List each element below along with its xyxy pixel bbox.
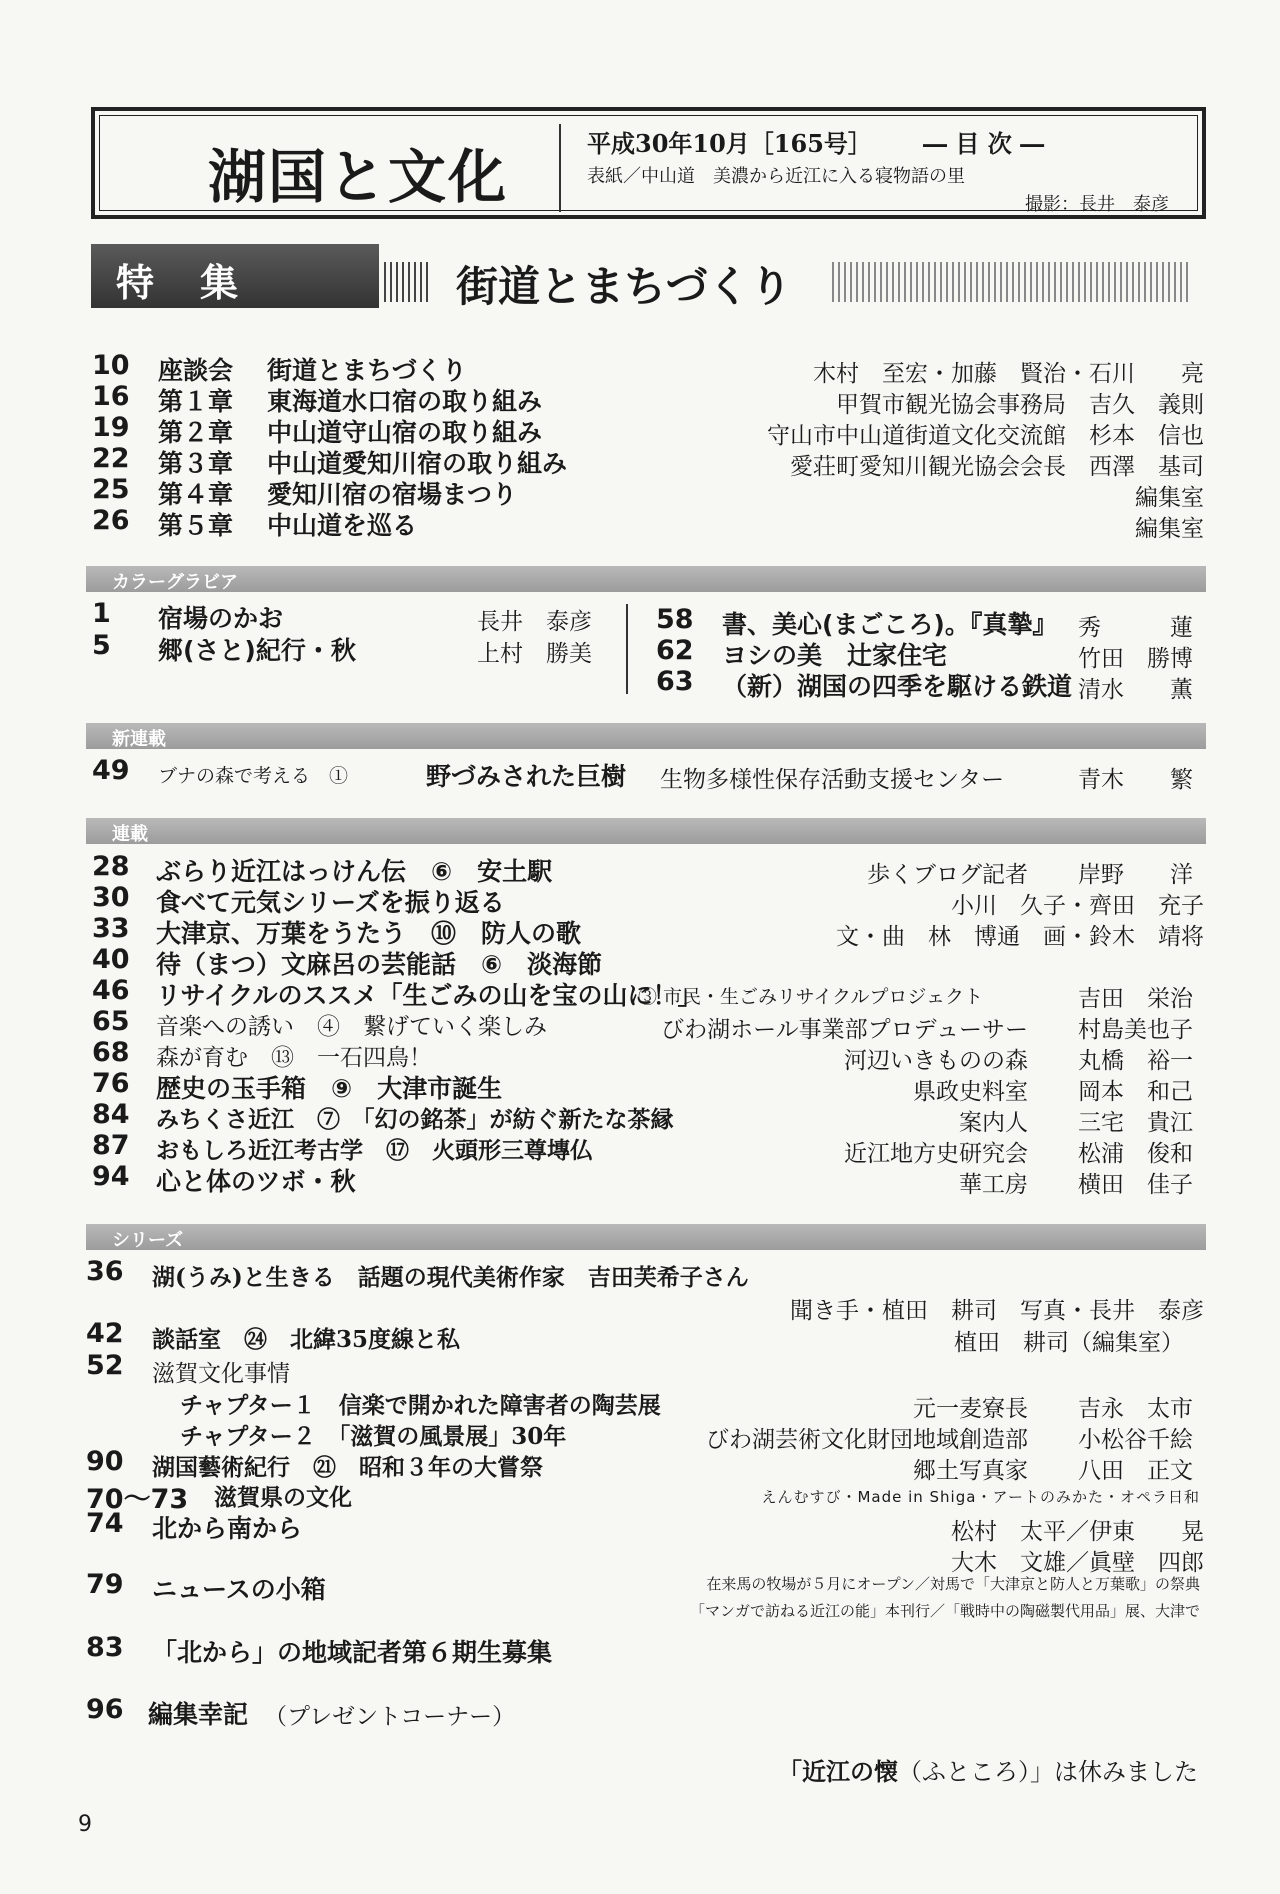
series-page-84: 84	[92, 1099, 130, 1130]
header-inner-border	[99, 115, 1198, 215]
series-page-87: 87	[92, 1130, 130, 1161]
series-title-33[interactable]: 大津京、万葉をうたう ⑩ 防人の歌	[156, 919, 582, 948]
shiriizu-author-74b: 大木 文雄／眞壁 四郎	[951, 1550, 1204, 1576]
section-bar-series	[86, 818, 1206, 844]
feature-page-25: 25	[92, 474, 130, 505]
feature-hatch-right	[832, 262, 1188, 302]
gravure-page-5: 5	[92, 630, 111, 661]
series-title-65[interactable]: 音楽への誘い ④ 繋げていく楽しみ	[156, 1014, 547, 1040]
gravure-page-63: 63	[656, 666, 694, 697]
series-org-46: ③ 市民・生ごみリサイクルプロジェクト	[638, 986, 984, 1008]
feature-page-26: 26	[92, 505, 130, 536]
shiriizu-org-90: 郷土写真家	[913, 1458, 1028, 1484]
series-author-46: 吉田 栄治	[1078, 986, 1193, 1012]
feature-author-2: 守山市中山道街道文化交流館 杉本 信也	[767, 423, 1204, 449]
shiriizu-page-52: 52	[86, 1350, 124, 1381]
new-series-name: ブナの森で考える ①	[158, 765, 349, 787]
new-series-page-49: 49	[92, 755, 130, 786]
gravure-title-62[interactable]: ヨシの美 辻家住宅	[722, 641, 948, 670]
shiriizu-chapter-1-author: 吉永 太市	[1078, 1396, 1193, 1422]
shiriizu-title-70[interactable]: 滋賀県の文化	[214, 1485, 352, 1511]
series-author-28: 岸野 洋	[1078, 862, 1193, 888]
series-title-40[interactable]: 待（まつ）文麻呂の芸能話 ⑥ 淡海節	[156, 950, 603, 979]
series-title-76[interactable]: 歴史の玉手箱 ⑨ 大津市誕生	[156, 1074, 503, 1103]
feature-title-2[interactable]: 中山道守山宿の取り組み	[267, 418, 543, 447]
feature-chapter-5: 第５章	[158, 511, 234, 540]
series-title-30[interactable]: 食べて元気シリーズを振り返る	[156, 888, 505, 917]
series-author-30: 小川 久子・齊田 充子	[951, 893, 1204, 919]
feature-page-10: 10	[92, 350, 130, 381]
feature-chapter-4: 第４章	[158, 480, 234, 509]
gravure-author-1: 長井 泰彦	[477, 609, 592, 635]
shiriizu-page-42: 42	[86, 1318, 124, 1349]
shiriizu-note-70: えんむすび・Made in Shiga・アートのみかた・オペラ日和	[761, 1488, 1200, 1506]
feature-title-5[interactable]: 中山道を巡る	[267, 511, 418, 540]
feature-hatch-left	[384, 262, 432, 302]
shiriizu-author-90: 八田 正文	[1078, 1458, 1193, 1484]
feature-title: 街道とまちづくり	[456, 262, 792, 311]
series-page-94: 94	[92, 1161, 130, 1192]
shiriizu-title-83[interactable]: 「北から」の地域記者第６期生募集	[152, 1638, 553, 1667]
series-page-40: 40	[92, 944, 130, 975]
section-label-series: 連載	[112, 824, 148, 845]
series-org-65: びわ湖ホール事業部プロデューサー	[661, 1017, 1028, 1043]
page-number: 9	[78, 1812, 92, 1837]
shiriizu-chapter-2-org: びわ湖芸術文化財団地域創造部	[706, 1427, 1028, 1453]
series-org-33: 文・曲 林 博通 画・鈴木 靖将	[836, 924, 1204, 950]
gravure-author-63: 清水 薫	[1078, 677, 1193, 703]
feature-title-4[interactable]: 愛知川宿の宿場まつり	[267, 480, 518, 509]
gravure-title-1[interactable]: 宿場のかお	[158, 604, 284, 633]
shiriizu-title-96[interactable]: 編集幸記	[148, 1700, 249, 1729]
series-title-68[interactable]: 森が育む ⑬ 一石四鳥！	[156, 1045, 432, 1071]
shiriizu-note-79b: 「マンガで訪ねる近江の能」本刊行／「戦時中の陶磁製代用品」展、大津で	[689, 1602, 1200, 1620]
feature-title-1[interactable]: 東海道水口宿の取り組み	[267, 387, 543, 416]
shiriizu-page-83: 83	[86, 1632, 124, 1663]
shiriizu-credit-42: 植田 耕司（編集室）	[954, 1330, 1184, 1356]
series-page-65: 65	[92, 1006, 130, 1037]
shiriizu-page-70: 70～73	[86, 1484, 189, 1515]
series-org-94: 華工房	[959, 1172, 1028, 1198]
shiriizu-page-36: 36	[86, 1256, 124, 1287]
feature-chapter-2: 第２章	[158, 418, 234, 447]
series-author-68: 丸橋 裕一	[1078, 1048, 1193, 1074]
shiriizu-page-96: 96	[86, 1694, 124, 1725]
shiriizu-title-79[interactable]: ニュースの小箱	[152, 1575, 326, 1604]
contents-label: ― 目 次 ―	[923, 129, 1045, 158]
shiriizu-credit-36: 聞き手・植田 耕司 写真・長井 泰彦	[790, 1298, 1204, 1324]
shiriizu-page-74: 74	[86, 1508, 124, 1539]
gravure-title-58[interactable]: 書、美心(まごころ)。『真摯』	[722, 610, 1058, 639]
feature-title-0[interactable]: 街道とまちづくり	[267, 356, 467, 385]
feature-page-22: 22	[92, 443, 130, 474]
series-org-28: 歩くブログ記者	[867, 862, 1028, 888]
shiriizu-title-36[interactable]: 湖(うみ)と生きる 話題の現代美術作家 吉田芙希子さん	[152, 1264, 749, 1291]
series-org-84: 案内人	[959, 1110, 1028, 1136]
shiriizu-page-90: 90	[86, 1446, 124, 1477]
series-title-87[interactable]: おもしろ近江考古学 ⑰ 火頭形三尊塼仏	[156, 1137, 593, 1164]
shiriizu-note-79a: 在来馬の牧場が５月にオープン／対馬で「大津京と防人と万葉歌」の祭典	[706, 1575, 1200, 1593]
gravure-author-5: 上村 勝美	[477, 641, 592, 667]
header-divider	[559, 124, 561, 212]
gravure-title-63[interactable]: （新）湖国の四季を駆ける鉄道	[722, 672, 1073, 701]
series-title-46[interactable]: リサイクルのススメ「生ごみの山を宝の山に！」	[156, 981, 703, 1010]
gravure-title-5[interactable]: 郷(さと)紀行・秋	[158, 636, 356, 665]
photographer-credit: 撮影：長井 泰彦	[1025, 194, 1169, 215]
feature-author-4: 編集室	[1135, 485, 1204, 511]
gravure-page-62: 62	[656, 635, 694, 666]
series-page-28: 28	[92, 851, 130, 882]
series-title-28[interactable]: ぶらり近江はっけん伝 ⑥ 安土駅	[156, 857, 553, 886]
series-author-87: 松浦 俊和	[1078, 1141, 1193, 1167]
shiriizu-title-74[interactable]: 北から南から	[152, 1514, 303, 1543]
series-page-33: 33	[92, 913, 130, 944]
footer-note-title: 「近江の懐	[778, 1757, 898, 1786]
series-author-65: 村島美也子	[1078, 1017, 1193, 1043]
series-page-30: 30	[92, 882, 130, 913]
footer-note-rest: （ふところ）」は休みました	[898, 1758, 1198, 1786]
new-series-title[interactable]: 野づみされた巨樹	[426, 762, 627, 791]
feature-author-5: 編集室	[1135, 516, 1204, 542]
new-series-org: 生物多様性保存活動支援センター	[660, 767, 1005, 793]
footer-note	[778, 1752, 1198, 1787]
series-author-94: 横田 佳子	[1078, 1172, 1193, 1198]
series-title-94[interactable]: 心と体のツボ・秋	[156, 1167, 356, 1196]
feature-label: 特 集	[116, 260, 243, 305]
section-bar-new-series	[86, 723, 1206, 749]
shiriizu-author-74a: 松村 太平／伊東 晃	[951, 1519, 1204, 1545]
shiriizu-sub-96: （プレゼントコーナー）	[264, 1704, 516, 1730]
magazine-title: 湖国と文化	[208, 143, 509, 211]
feature-title-3[interactable]: 中山道愛知川宿の取り組み	[267, 449, 568, 478]
cover-caption: 表紙／中山道 美濃から近江に入る寝物語の里	[587, 166, 965, 187]
series-page-76: 76	[92, 1068, 130, 1099]
feature-author-3: 愛荘町愛知川観光協会会長 西澤 基司	[790, 454, 1204, 480]
gravure-page-58: 58	[656, 604, 694, 635]
shiriizu-chapter-2-author: 小松谷千絵	[1078, 1427, 1193, 1453]
series-page-68: 68	[92, 1037, 130, 1068]
shiriizu-title-42[interactable]: 談話室 ㉔ 北緯35度線と私	[152, 1326, 461, 1353]
shiriizu-title-52[interactable]: 滋賀文化事情	[152, 1361, 290, 1387]
gravure-column-divider	[626, 604, 628, 694]
series-org-76: 県政史料室	[913, 1079, 1028, 1105]
section-bar-color-gravure	[86, 566, 1206, 592]
series-author-76: 岡本 和己	[1078, 1079, 1193, 1105]
series-org-87: 近江地方史研究会	[844, 1141, 1028, 1167]
section-bar-shiriizu	[86, 1224, 1206, 1250]
feature-author-1: 甲賀市観光協会事務局 吉久 義則	[836, 392, 1204, 418]
gravure-author-58: 秀 蓮	[1078, 615, 1193, 641]
feature-chapter-3: 第３章	[158, 449, 234, 478]
shiriizu-chapter-1[interactable]: チャプター１ 信楽で開かれた障害者の陶芸展	[180, 1392, 661, 1419]
feature-page-16: 16	[92, 381, 130, 412]
feature-author-0: 木村 至宏・加藤 賢治・石川 亮	[813, 361, 1204, 387]
section-label-color-gravure: カラーグラビア	[112, 572, 238, 593]
gravure-page-1: 1	[92, 598, 111, 629]
section-label-new-series: 新連載	[112, 729, 166, 750]
shiriizu-chapter-2[interactable]: チャプター２ 「滋賀の風景展」30年	[180, 1423, 567, 1450]
series-title-84[interactable]: みちくさ近江 ⑦ 「幻の銘茶」が紡ぐ新たな茶縁	[156, 1106, 674, 1133]
header-box	[91, 107, 1206, 219]
series-author-84: 三宅 貴江	[1078, 1110, 1193, 1136]
shiriizu-page-79: 79	[86, 1569, 124, 1600]
feature-chapter-1: 第１章	[158, 387, 234, 416]
issue-label: 平成30年10月［165号］	[587, 129, 872, 158]
shiriizu-chapter-1-org: 元一麦寮長	[913, 1396, 1028, 1422]
feature-chapter-0: 座談会	[158, 356, 234, 385]
new-series-author: 青木 繁	[1078, 767, 1193, 793]
section-label-shiriizu: シリーズ	[112, 1230, 184, 1251]
series-org-68: 河辺いきものの森	[844, 1048, 1028, 1074]
feature-page-19: 19	[92, 412, 130, 443]
gravure-author-62: 竹田 勝博	[1078, 646, 1193, 672]
series-page-46: 46	[92, 975, 130, 1006]
shiriizu-title-90[interactable]: 湖国藝術紀行 ㉑ 昭和３年の大嘗祭	[152, 1454, 543, 1481]
